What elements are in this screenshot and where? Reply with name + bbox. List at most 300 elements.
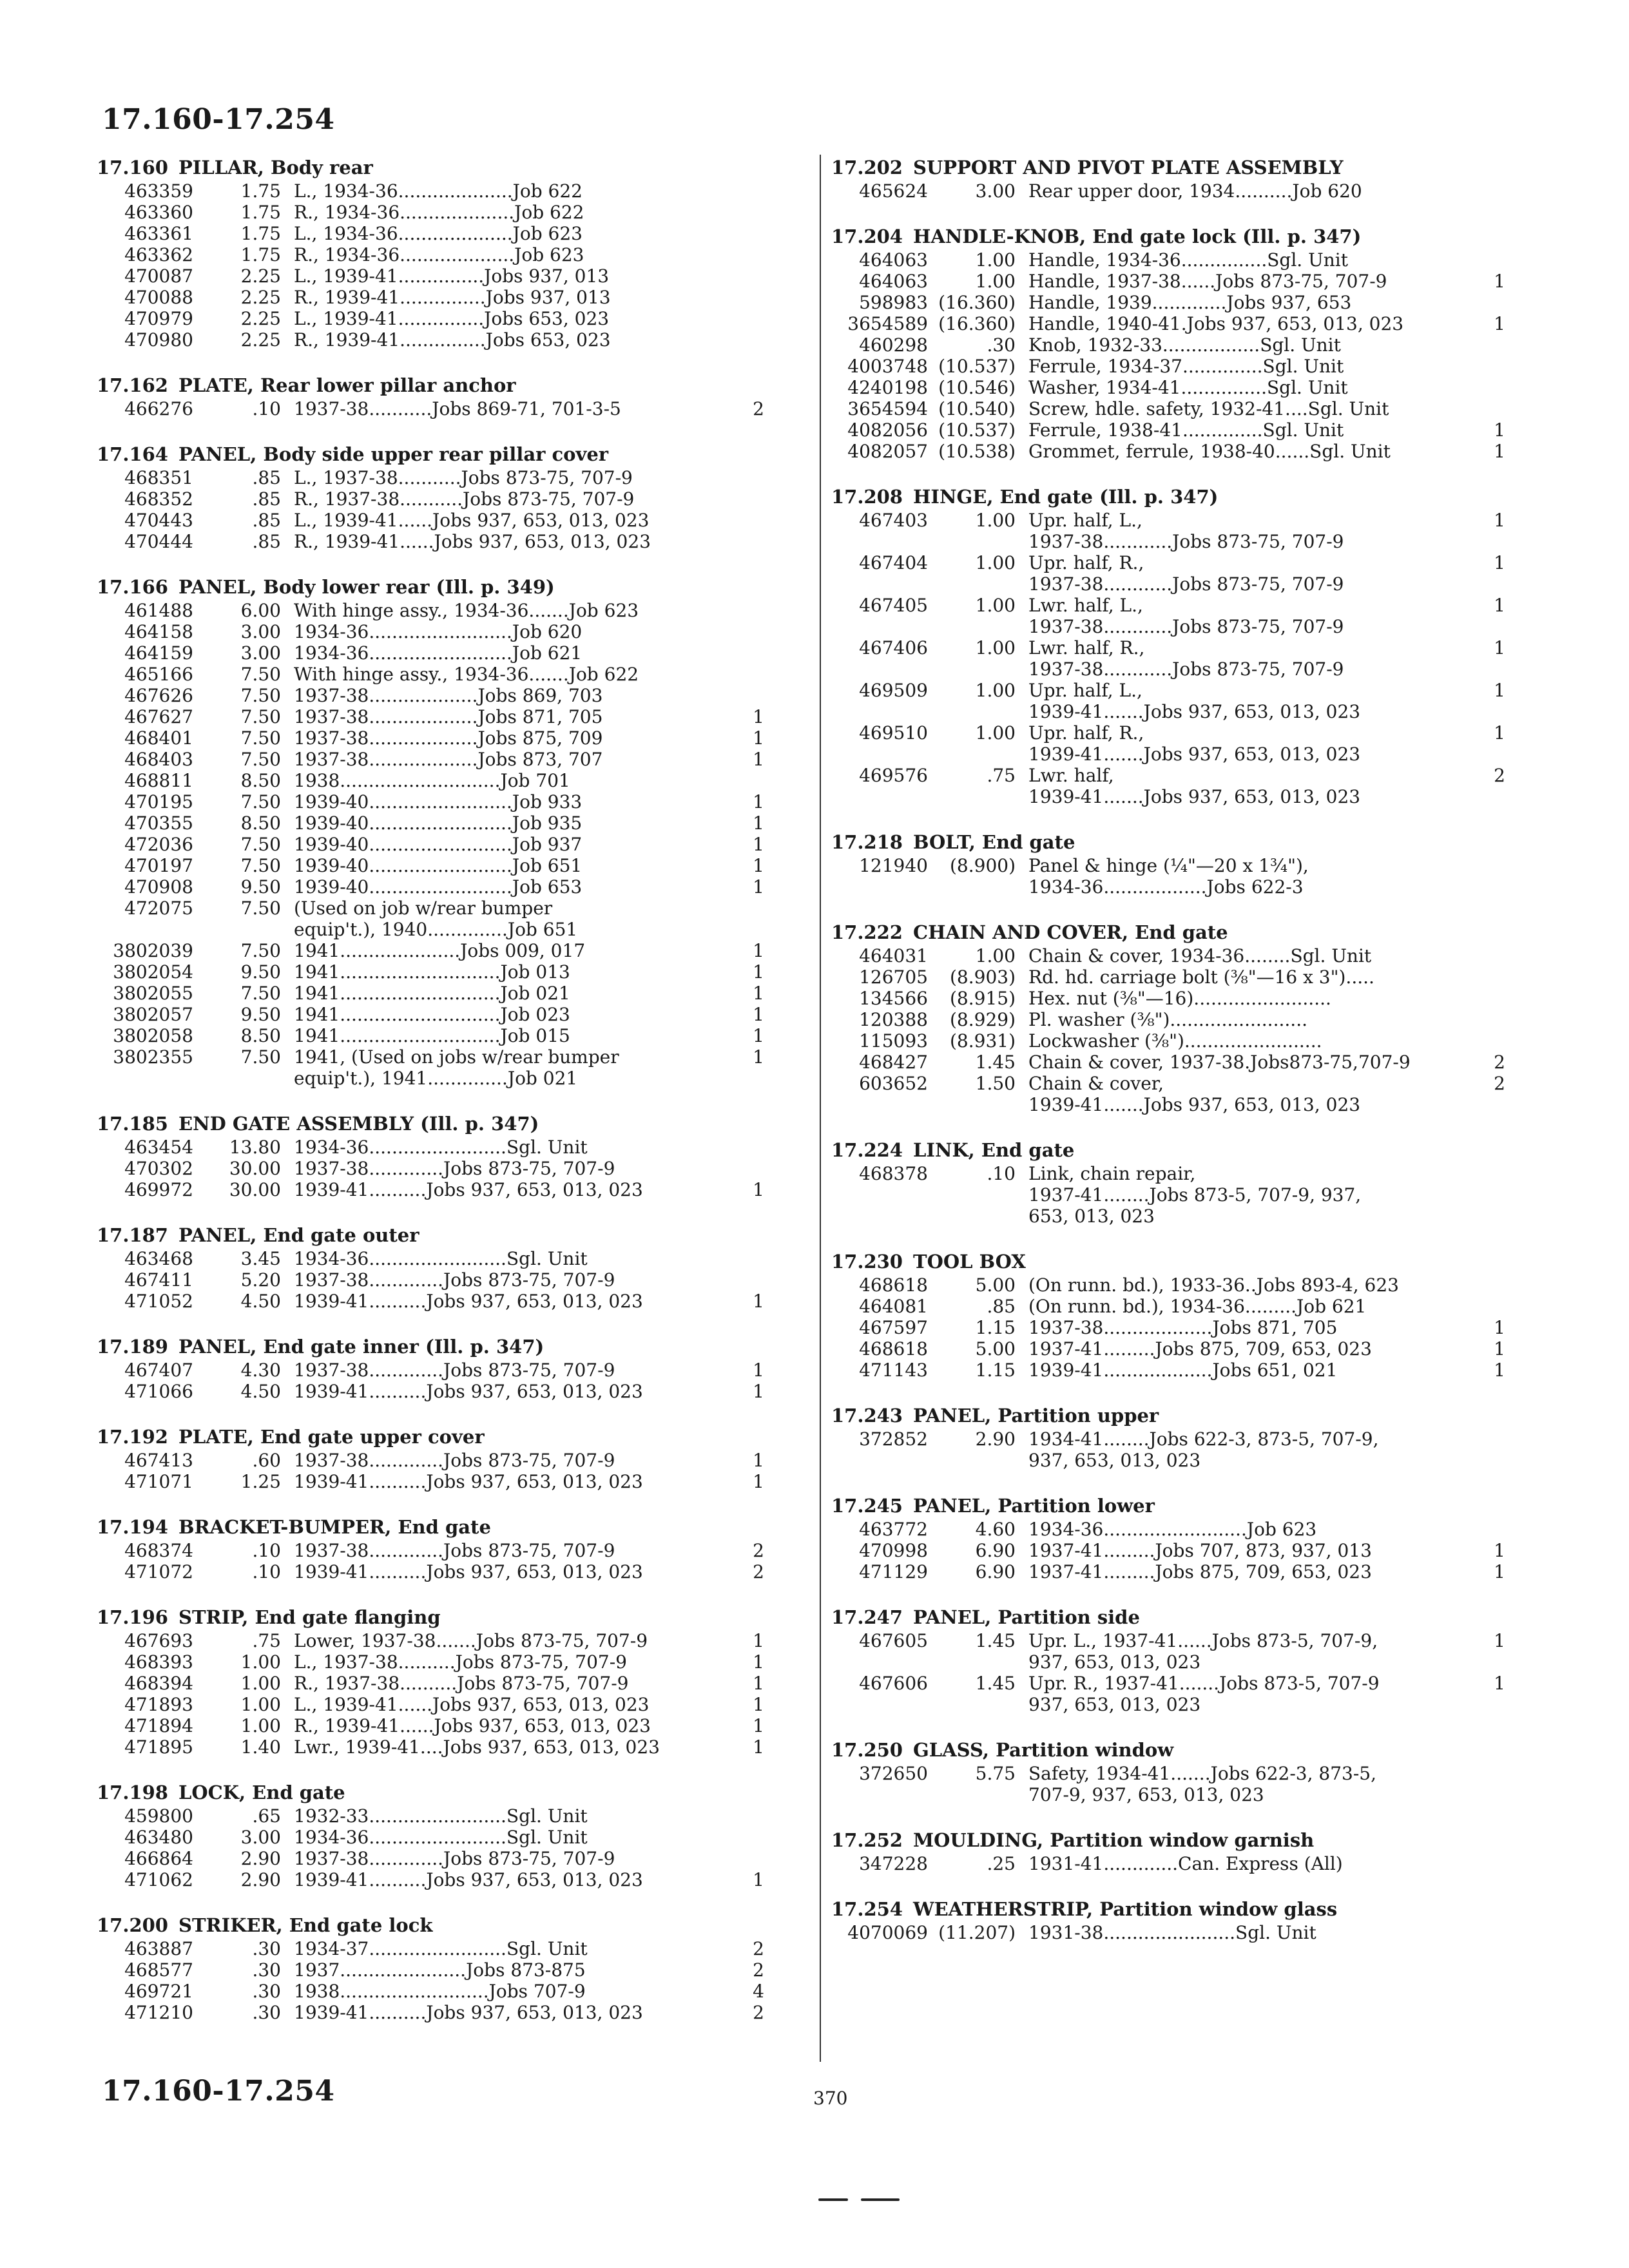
part-row: [97, 308, 812, 329]
part-row: [97, 287, 812, 308]
part-quantity: [738, 1137, 764, 1158]
part-description: 1939-41..........Jobs 937, 653, 013, 023: [294, 1179, 643, 1200]
part-row: [831, 1360, 1559, 1381]
section-heading: [97, 1334, 812, 1360]
part-price: 1.00: [975, 595, 1016, 616]
part-description: Upr. half, L., 1937-38............Jobs 873-75, 707-9: [1028, 510, 1344, 552]
parts-section: [831, 224, 1559, 462]
part-quantity: 1: [753, 834, 764, 855]
section-title: HANDLE-KNOB, End gate lock (Ill. p. 347): [913, 226, 1362, 247]
part-number: 468577: [124, 1959, 193, 1981]
part-description: 1939-40.........................Job 653: [294, 876, 583, 898]
part-description: 1937-38...................Jobs 871, 705: [294, 706, 603, 727]
part-row: [97, 791, 812, 812]
section-title: LOCK, End gate: [178, 1782, 345, 1803]
part-quantity: [1480, 1519, 1505, 1540]
part-row: [831, 1030, 1559, 1052]
part-price: 3.00: [240, 1827, 281, 1848]
part-price: 9.50: [240, 876, 281, 898]
section-title: PANEL, Partition side: [913, 1606, 1140, 1628]
parts-section: [831, 155, 1559, 202]
part-row: [831, 1338, 1559, 1360]
part-row: [97, 1736, 812, 1758]
part-price: .85: [252, 510, 281, 531]
part-row: [97, 727, 812, 749]
part-quantity: 2: [1494, 1052, 1505, 1073]
section-heading: [831, 224, 1559, 249]
part-description: 1939-41...................Jobs 651, 021: [1028, 1360, 1338, 1381]
part-quantity: 1: [753, 1715, 764, 1736]
part-quantity: [1480, 1853, 1505, 1874]
part-quantity: 1: [1494, 1338, 1505, 1360]
part-row: [831, 765, 1559, 807]
part-number: 121940: [859, 855, 928, 876]
part-quantity: 2: [753, 1540, 764, 1561]
section-heading: [97, 1222, 812, 1248]
part-row: [97, 621, 812, 642]
part-number: 467406: [859, 637, 928, 658]
part-description: Handle, 1937-38......Jobs 873-75, 707-9: [1028, 271, 1387, 292]
section-title: PILLAR, Body rear: [178, 157, 373, 178]
part-number: 468393: [124, 1651, 193, 1673]
part-price: .10: [252, 398, 281, 419]
parts-section: [831, 1604, 1559, 1715]
part-price: 2.25: [240, 287, 281, 308]
part-number: 471072: [124, 1561, 193, 1582]
section-heading: [831, 1137, 1559, 1163]
section-title: WEATHERSTRIP, Partition window glass: [913, 1898, 1338, 1920]
part-row: [97, 898, 812, 940]
section-heading: [97, 155, 812, 180]
part-description: Upr. R., 1937-41.......Jobs 873-5, 707-9 937, 653, 013, 023: [1028, 1673, 1380, 1715]
section-title: END GATE ASSEMBLY (Ill. p. 347): [178, 1113, 539, 1135]
section-heading: [97, 1424, 812, 1450]
section-number: 17.218: [831, 831, 903, 853]
part-number: 467403: [859, 510, 928, 531]
part-price: 6.90: [975, 1540, 1016, 1561]
part-description: With hinge assy., 1934-36.......Job 623: [294, 600, 639, 621]
part-description: 1934-37........................Sgl. Unit: [294, 1938, 588, 1959]
part-description: 1937-38...........Jobs 869-71, 701-3-5: [294, 398, 621, 419]
part-description: 1937-38.............Jobs 873-75, 707-9: [294, 1158, 615, 1179]
part-quantity: [1480, 1428, 1505, 1471]
part-number: 471062: [124, 1869, 193, 1890]
section-number: 17.189: [97, 1336, 168, 1358]
part-description: 1937......................Jobs 873-875: [294, 1959, 586, 1981]
part-number: 471210: [124, 2002, 193, 2023]
section-title: STRIP, End gate flanging: [178, 1606, 441, 1628]
part-quantity: 1: [753, 1869, 764, 1890]
part-row: [97, 1673, 812, 1694]
part-description: Lwr. half, 1939-41.......Jobs 937, 653, 013, 023: [1028, 765, 1361, 807]
part-row: [831, 510, 1559, 552]
part-row: [97, 1959, 812, 1981]
part-quantity: [738, 467, 764, 488]
part-description: Lwr. half, R., 1937-38............Jobs 873-75, 707-9: [1028, 637, 1344, 680]
part-row: [831, 945, 1559, 966]
part-price: 6.00: [240, 600, 281, 621]
part-row: [97, 600, 812, 621]
part-price: 9.50: [240, 961, 281, 983]
part-description: 1934-36........................Sgl. Unit: [294, 1137, 588, 1158]
part-description: Handle, 1934-36...............Sgl. Unit: [1028, 249, 1348, 271]
parts-section: [97, 372, 812, 419]
part-number: 472075: [124, 898, 193, 919]
part-row: [831, 1540, 1559, 1561]
section-title: GLASS, Partition window: [913, 1739, 1174, 1761]
part-price: 6.90: [975, 1561, 1016, 1582]
column-divider: [820, 155, 821, 2062]
section-title: HINGE, End gate (Ill. p. 347): [913, 486, 1219, 508]
part-quantity: 1: [1494, 1360, 1505, 1381]
part-quantity: [1480, 855, 1505, 898]
part-price: 4.30: [240, 1360, 281, 1381]
part-number: 468403: [124, 749, 193, 770]
part-row: [831, 1009, 1559, 1030]
part-price: (10.538): [938, 441, 1016, 462]
part-row: [97, 265, 812, 287]
part-row: [831, 637, 1559, 680]
section-title: TOOL BOX: [913, 1251, 1026, 1273]
part-row: [97, 749, 812, 770]
part-price: 8.50: [240, 812, 281, 834]
part-row: [97, 1291, 812, 1312]
section-heading: [97, 1604, 812, 1630]
page-header-range: 17.160-17.254: [102, 103, 335, 136]
part-description: Upr. half, R., 1939-41.......Jobs 937, 653, 013, 023: [1028, 722, 1361, 765]
part-row: [97, 1269, 812, 1291]
part-number: 468394: [124, 1673, 193, 1694]
parts-section: [97, 1111, 812, 1200]
part-price: 8.50: [240, 770, 281, 791]
section-title: LINK, End gate: [913, 1139, 1075, 1161]
part-number: 372650: [859, 1763, 928, 1784]
section-heading: [831, 1827, 1559, 1853]
part-description: 1937-41.........Jobs 875, 709, 653, 023: [1028, 1338, 1372, 1360]
part-row: [97, 961, 812, 983]
part-description: (On runn. bd.), 1933-36..Jobs 893-4, 623: [1028, 1274, 1399, 1296]
part-number: 603652: [859, 1073, 928, 1094]
part-quantity: 1: [1494, 1540, 1505, 1561]
part-number: 471894: [124, 1715, 193, 1736]
section-title: BRACKET-BUMPER, End gate: [178, 1516, 491, 1538]
part-row: [831, 249, 1559, 271]
part-number: 467411: [124, 1269, 193, 1291]
part-number: 470195: [124, 791, 193, 812]
part-row: [831, 1673, 1559, 1715]
part-price: .10: [252, 1561, 281, 1582]
part-quantity: 2: [753, 1561, 764, 1582]
part-description: 1934-41........Jobs 622-3, 873-5, 707-9, 937, 653, 013, 023: [1028, 1428, 1379, 1471]
part-price: .30: [252, 1981, 281, 2002]
part-number: 470355: [124, 812, 193, 834]
section-title: PANEL, End gate outer: [178, 1224, 419, 1246]
part-number: 468374: [124, 1540, 193, 1561]
section-title: PANEL, Body side upper rear pillar cover: [178, 443, 609, 465]
part-number: 463772: [859, 1519, 928, 1540]
part-row: [97, 1450, 812, 1471]
part-number: 465624: [859, 180, 928, 202]
part-row: [97, 642, 812, 664]
part-description: 1938..........................Jobs 707-9: [294, 1981, 586, 2002]
part-description: 1939-40.........................Job 937: [294, 834, 583, 855]
part-description: Panel & hinge (¼"—20 x 1¾"), 1934-36..................Jobs 622-3: [1028, 855, 1309, 898]
part-description: (Used on job w/rear bumper equip't.), 1940..............Job 651: [294, 898, 578, 940]
section-number: 17.200: [97, 1914, 168, 1936]
part-quantity: 1: [753, 1046, 764, 1068]
section-number: 17.187: [97, 1224, 168, 1246]
part-description: 1937-38.............Jobs 873-75, 707-9: [294, 1540, 615, 1561]
part-quantity: [738, 287, 764, 308]
part-quantity: [1480, 1296, 1505, 1317]
part-price: 2.90: [240, 1848, 281, 1869]
part-description: 1939-41..........Jobs 937, 653, 013, 023: [294, 1869, 643, 1890]
part-number: 3802355: [113, 1046, 193, 1068]
part-description: Safety, 1934-41.......Jobs 622-3, 873-5, 707-9, 937, 653, 013, 023: [1028, 1763, 1377, 1805]
part-quantity: [1480, 1922, 1505, 1943]
part-description: R., 1934-36....................Job 622: [294, 202, 584, 223]
part-description: 1937-38...................Jobs 871, 705: [1028, 1317, 1338, 1338]
part-price: 7.50: [240, 855, 281, 876]
part-row: [97, 1381, 812, 1402]
part-price: .75: [252, 1630, 281, 1651]
part-quantity: 1: [753, 1360, 764, 1381]
part-description: 1937-38.............Jobs 873-75, 707-9: [294, 1269, 615, 1291]
part-quantity: 2: [1494, 765, 1505, 786]
part-row: [831, 1561, 1559, 1582]
part-price: 7.50: [240, 685, 281, 706]
section-number: 17.160: [97, 157, 168, 178]
part-row: [97, 1848, 812, 1869]
part-quantity: 1: [1494, 1561, 1505, 1582]
part-number: 126705: [859, 966, 928, 988]
part-row: [97, 1540, 812, 1561]
part-price: 1.00: [975, 510, 1016, 531]
section-heading: [831, 1493, 1559, 1519]
part-row: [97, 398, 812, 419]
part-quantity: [1480, 1763, 1505, 1805]
part-description: 1939-41..........Jobs 937, 653, 013, 023: [294, 1561, 643, 1582]
part-number: 469972: [124, 1179, 193, 1200]
part-number: 463454: [124, 1137, 193, 1158]
part-number: 471066: [124, 1381, 193, 1402]
part-number: 463361: [124, 223, 193, 244]
part-quantity: 1: [1494, 552, 1505, 573]
part-number: 468618: [859, 1274, 928, 1296]
part-quantity: 1: [1494, 1630, 1505, 1651]
part-description: 1934-36........................Sgl. Unit: [294, 1248, 588, 1269]
part-price: 1.75: [240, 223, 281, 244]
part-description: 1939-40.........................Job 651: [294, 855, 583, 876]
part-number: 467693: [124, 1630, 193, 1651]
part-description: Lower, 1937-38.......Jobs 873-75, 707-9: [294, 1630, 648, 1651]
section-number: 17.245: [831, 1495, 903, 1517]
part-price: .10: [987, 1163, 1016, 1184]
part-description: R., 1934-36....................Job 623: [294, 244, 584, 265]
section-title: SUPPORT AND PIVOT PLATE ASSEMBLY: [913, 157, 1344, 178]
part-description: Hex. nut (⅜"—16)........................: [1028, 988, 1331, 1009]
part-number: 471071: [124, 1471, 193, 1492]
part-quantity: 2: [1494, 1073, 1505, 1094]
part-row: [831, 1630, 1559, 1673]
part-quantity: 1: [753, 791, 764, 812]
parts-section: [97, 574, 812, 1089]
section-number: 17.250: [831, 1739, 903, 1761]
part-row: [97, 510, 812, 531]
parts-section: [97, 1222, 812, 1312]
part-quantity: 2: [753, 1959, 764, 1981]
part-price: 13.80: [229, 1137, 281, 1158]
part-number: 470088: [124, 287, 193, 308]
part-number: 3654594: [847, 398, 928, 419]
part-description: 1937-41.........Jobs 707, 873, 937, 013: [1028, 1540, 1372, 1561]
part-number: 463887: [124, 1938, 193, 1959]
part-number: 464159: [124, 642, 193, 664]
part-number: 134566: [859, 988, 928, 1009]
section-number: 17.204: [831, 226, 903, 247]
part-price: (8.931): [949, 1030, 1016, 1052]
part-row: [97, 1561, 812, 1582]
part-price: 1.00: [240, 1673, 281, 1694]
part-quantity: [738, 1848, 764, 1869]
part-quantity: [738, 642, 764, 664]
part-description: Knob, 1932-33.................Sgl. Unit: [1028, 334, 1341, 356]
section-title: STRIKER, End gate lock: [178, 1914, 433, 1936]
part-number: 463468: [124, 1248, 193, 1269]
part-number: 3802055: [113, 983, 193, 1004]
section-heading: [831, 1737, 1559, 1763]
part-description: R., 1939-41...............Jobs 937, 013: [294, 287, 611, 308]
part-price: 30.00: [229, 1158, 281, 1179]
part-number: 3654589: [847, 313, 928, 334]
part-quantity: 1: [1494, 1673, 1505, 1694]
part-number: 470998: [859, 1540, 928, 1561]
part-price: 7.50: [240, 898, 281, 919]
part-row: [97, 1046, 812, 1089]
part-quantity: 1: [1494, 722, 1505, 744]
part-description: L., 1937-38..........Jobs 873-75, 707-9: [294, 1651, 627, 1673]
part-description: 1932-33........................Sgl. Unit: [294, 1805, 588, 1827]
part-quantity: [1480, 988, 1505, 1009]
part-description: Ferrule, 1934-37..............Sgl. Unit: [1028, 356, 1344, 377]
part-price: 5.75: [975, 1763, 1016, 1784]
part-number: 4082056: [847, 419, 928, 441]
part-number: 470979: [124, 308, 193, 329]
section-number: 17.198: [97, 1782, 168, 1803]
part-row: [831, 271, 1559, 292]
part-description: 1931-38.......................Sgl. Unit: [1028, 1922, 1316, 1943]
section-heading: [97, 441, 812, 467]
part-price: 4.50: [240, 1291, 281, 1312]
part-number: 467597: [859, 1317, 928, 1338]
part-price: .60: [252, 1450, 281, 1471]
part-price: 1.75: [240, 180, 281, 202]
part-price: .85: [987, 1296, 1016, 1317]
part-quantity: [1480, 1009, 1505, 1030]
part-number: 463359: [124, 180, 193, 202]
part-row: [831, 334, 1559, 356]
section-heading: [97, 372, 812, 398]
part-number: 467405: [859, 595, 928, 616]
part-price: 2.25: [240, 265, 281, 287]
part-price: 3.45: [240, 1248, 281, 1269]
part-number: 471895: [124, 1736, 193, 1758]
page-number: 370: [813, 2088, 848, 2109]
part-description: Ferrule, 1938-41..............Sgl. Unit: [1028, 419, 1344, 441]
part-price: (8.929): [949, 1009, 1016, 1030]
part-price: .75: [987, 765, 1016, 786]
part-number: 469576: [859, 765, 928, 786]
part-quantity: 1: [753, 855, 764, 876]
part-price: 1.00: [975, 637, 1016, 658]
part-price: 2.25: [240, 329, 281, 351]
part-price: .30: [252, 1959, 281, 1981]
part-price: 1.75: [240, 244, 281, 265]
part-description: 1937-38.............Jobs 873-75, 707-9: [294, 1360, 615, 1381]
part-price: (16.360): [938, 292, 1016, 313]
part-description: Upr. half, L., 1939-41.......Jobs 937, 653, 013, 023: [1028, 680, 1361, 722]
part-quantity: [738, 202, 764, 223]
part-description: 1941............................Job 015: [294, 1025, 570, 1046]
part-price: (10.537): [938, 356, 1016, 377]
part-number: 4003748: [847, 356, 928, 377]
part-number: 470443: [124, 510, 193, 531]
part-row: [97, 1827, 812, 1848]
part-price: .85: [252, 467, 281, 488]
part-price: .30: [987, 334, 1016, 356]
part-row: [97, 1651, 812, 1673]
section-title: BOLT, End gate: [913, 831, 1075, 853]
parts-section: [97, 1780, 812, 1890]
section-number: 17.196: [97, 1606, 168, 1628]
part-row: [97, 1025, 812, 1046]
part-row: [831, 1317, 1559, 1338]
part-number: 471143: [859, 1360, 928, 1381]
part-quantity: [1480, 356, 1505, 377]
part-quantity: [738, 244, 764, 265]
part-number: 470980: [124, 329, 193, 351]
part-description: Washer, 1934-41...............Sgl. Unit: [1028, 377, 1348, 398]
part-number: 598983: [859, 292, 928, 313]
part-quantity: [738, 308, 764, 329]
part-quantity: [1480, 249, 1505, 271]
part-number: 3802058: [113, 1025, 193, 1046]
section-number: 17.224: [831, 1139, 903, 1161]
part-price: 1.50: [975, 1073, 1016, 1094]
part-row: [831, 313, 1559, 334]
section-number: 17.194: [97, 1516, 168, 1538]
section-heading: [831, 1896, 1559, 1922]
part-price: 1.00: [975, 722, 1016, 744]
part-number: 468618: [859, 1338, 928, 1360]
part-price: 1.45: [975, 1630, 1016, 1651]
part-price: (16.360): [938, 313, 1016, 334]
part-number: 4240198: [847, 377, 928, 398]
part-description: L., 1939-41......Jobs 937, 653, 013, 023: [294, 1694, 650, 1715]
part-row: [97, 664, 812, 685]
part-price: 1.75: [240, 202, 281, 223]
part-quantity: [1480, 1030, 1505, 1052]
part-number: 467404: [859, 552, 928, 573]
part-price: 7.50: [240, 749, 281, 770]
parts-section: [831, 829, 1559, 898]
part-number: 3802057: [113, 1004, 193, 1025]
part-price: 5.00: [975, 1338, 1016, 1360]
section-number: 17.166: [97, 576, 168, 598]
part-quantity: 1: [753, 1694, 764, 1715]
part-row: [831, 180, 1559, 202]
part-row: [97, 1158, 812, 1179]
